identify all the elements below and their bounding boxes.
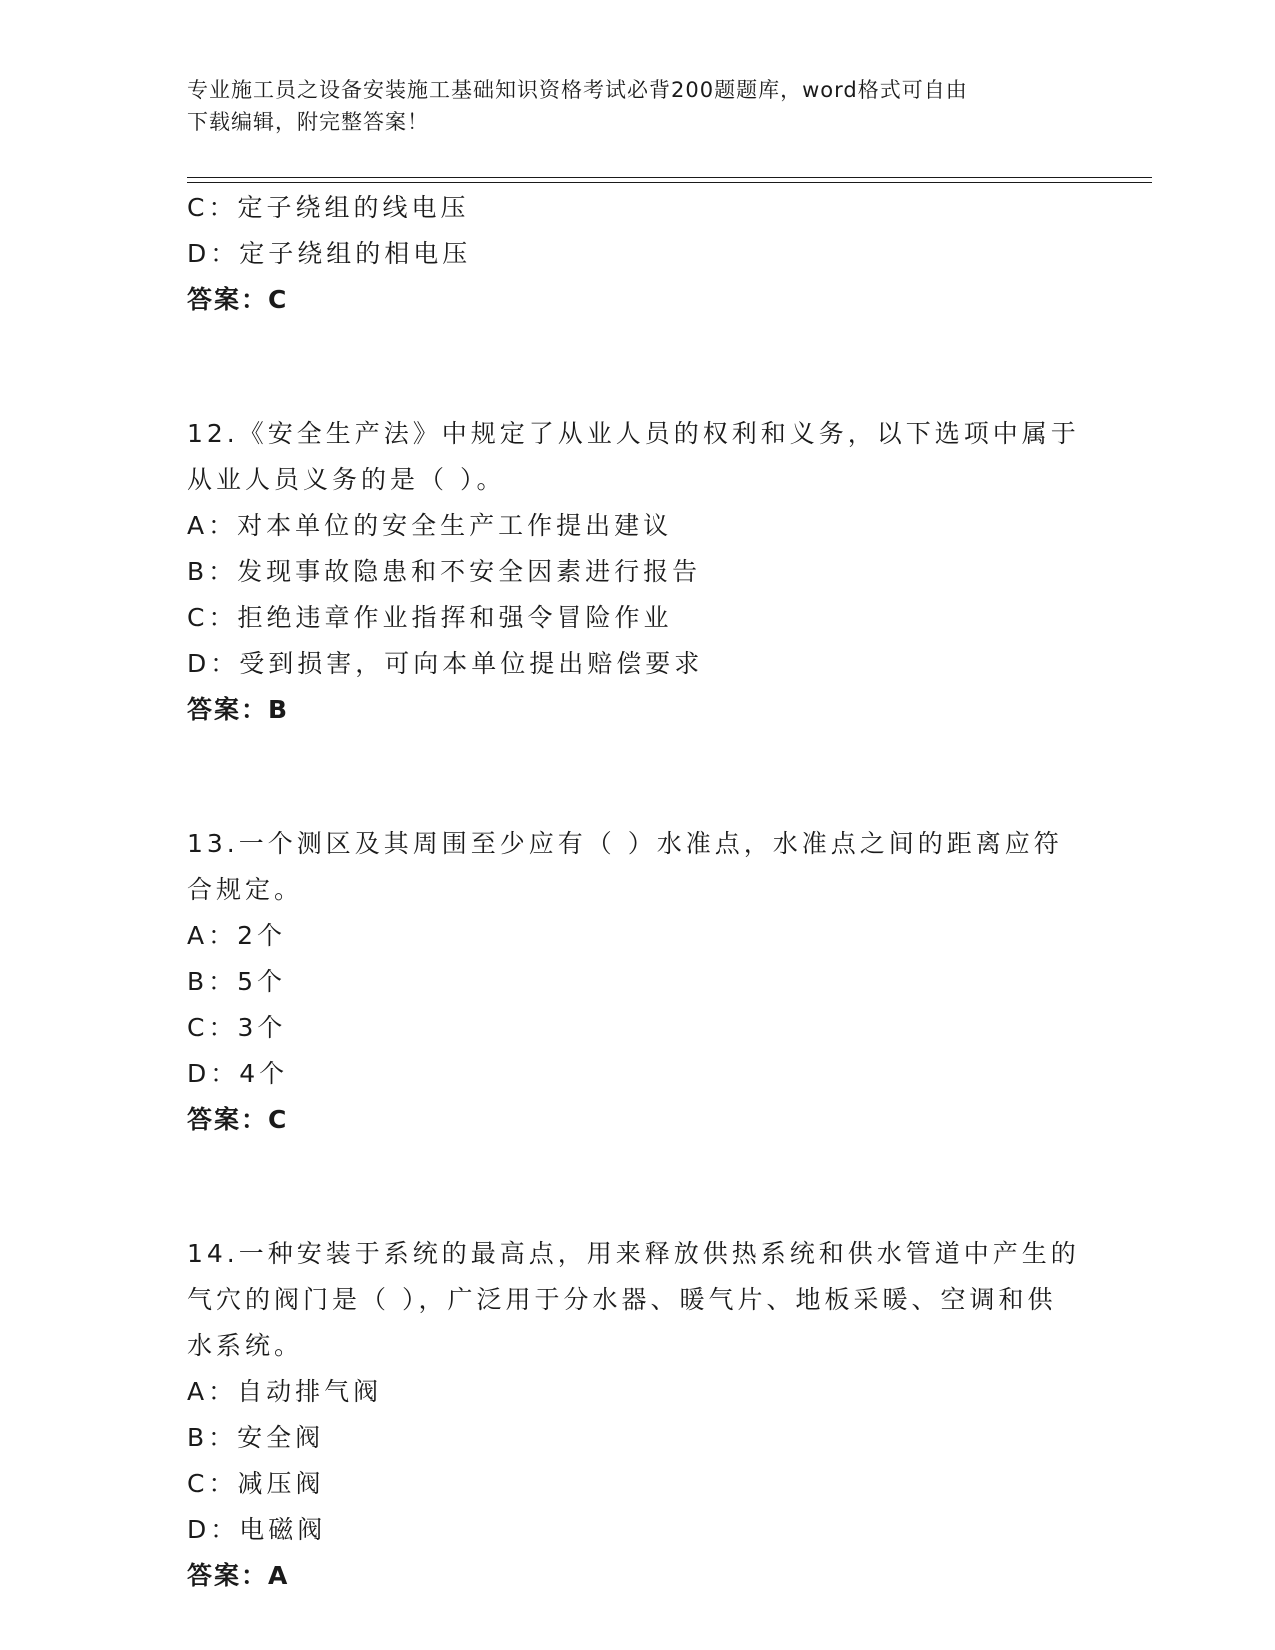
question-12 bbox=[187, 411, 1087, 733]
header-title-line-1: 专业施工员之设备安装施工基础知识资格考试必背200题题库，word格式可自由 bbox=[187, 78, 968, 102]
question-text-line-2: 气穴的阀门是（ ），广泛用于分水器、暖气片、地板采暖、空调和供 bbox=[187, 1285, 1057, 1314]
spacer bbox=[187, 323, 1087, 411]
question-13 bbox=[187, 821, 1087, 1143]
answer-label: 答案：B bbox=[187, 695, 290, 724]
question-text-line-3: 水系统。 bbox=[187, 1331, 304, 1360]
question-text-line-1: 13.一个测区及其周围至少应有（ ）水准点，水准点之间的距离应符 bbox=[187, 829, 1063, 858]
question-text-line-2: 从业人员义务的是（ ）。 bbox=[187, 465, 506, 494]
option-b: B：发现事故隐患和不安全因素进行报告 bbox=[187, 557, 702, 586]
question-content bbox=[187, 185, 1087, 1599]
answer-label: 答案：C bbox=[187, 1105, 289, 1134]
spacer bbox=[187, 1143, 1087, 1231]
answer-label: 答案：C bbox=[187, 285, 289, 314]
option-c: C：减压阀 bbox=[187, 1469, 325, 1498]
option-b: B：5个 bbox=[187, 967, 287, 996]
document-header bbox=[187, 74, 1067, 138]
question-text-line-1: 12.《安全生产法》中规定了从业人员的权利和义务，以下选项中属于 bbox=[187, 419, 1080, 448]
question-text-line-2: 合规定。 bbox=[187, 875, 304, 904]
option-a: A：对本单位的安全生产工作提出建议 bbox=[187, 511, 673, 540]
option-d: D：电磁阀 bbox=[187, 1515, 327, 1544]
option-a: A：2个 bbox=[187, 921, 287, 950]
option-c: C：3个 bbox=[187, 1013, 287, 1042]
header-divider-bottom bbox=[187, 182, 1152, 183]
header-divider-top bbox=[187, 177, 1152, 178]
spacer bbox=[187, 733, 1087, 821]
question-14 bbox=[187, 1231, 1087, 1599]
header-title-line-2: 下载编辑，附完整答案！ bbox=[187, 110, 429, 134]
option-d: D：定子绕组的相电压 bbox=[187, 239, 472, 268]
option-d: D：受到损害，可向本单位提出赔偿要求 bbox=[187, 649, 704, 678]
question-11-tail bbox=[187, 185, 1087, 323]
option-a: A：自动排气阀 bbox=[187, 1377, 383, 1406]
option-c: C：拒绝违章作业指挥和强令冒险作业 bbox=[187, 603, 673, 632]
option-d: D：4个 bbox=[187, 1059, 289, 1088]
option-b: B：安全阀 bbox=[187, 1423, 325, 1452]
answer-label: 答案：A bbox=[187, 1561, 290, 1590]
option-c: C：定子绕组的线电压 bbox=[187, 193, 470, 222]
question-text-line-1: 14.一种安装于系统的最高点，用来释放供热系统和供水管道中产生的 bbox=[187, 1239, 1080, 1268]
